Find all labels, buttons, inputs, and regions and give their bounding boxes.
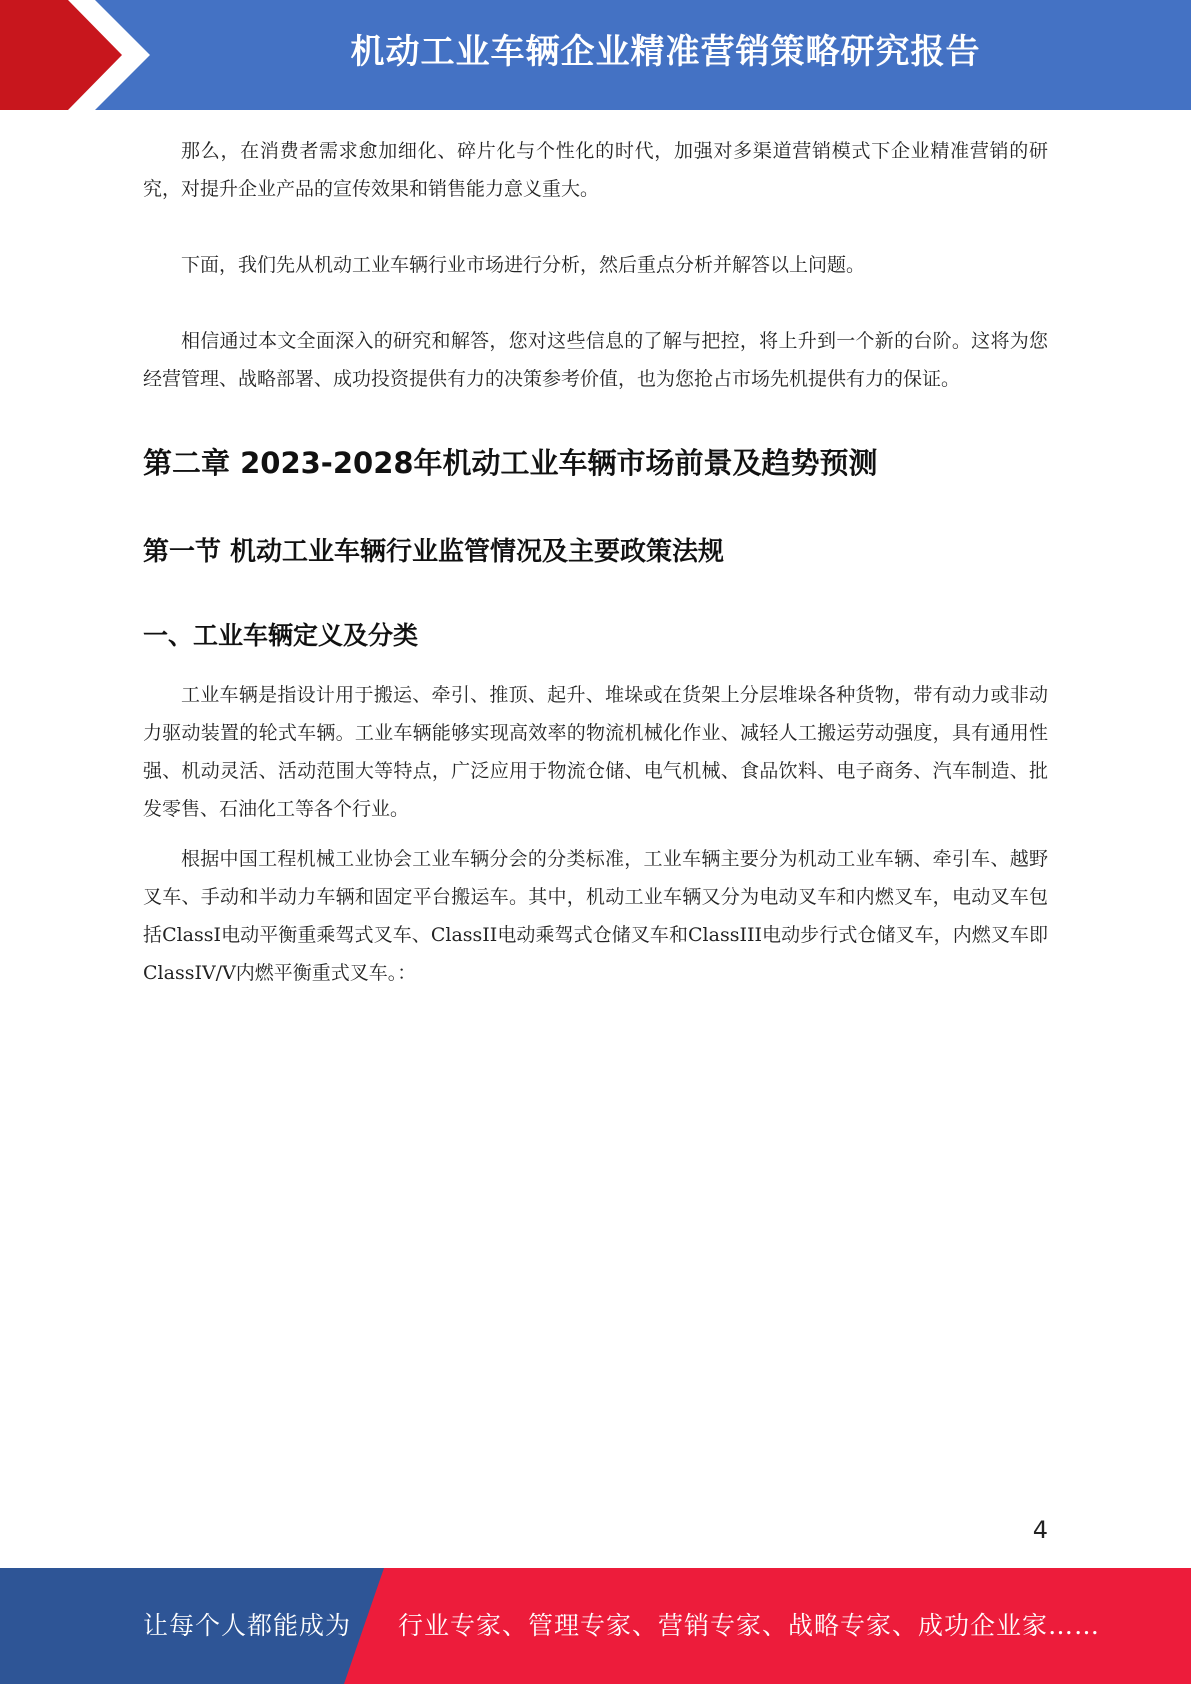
intro-paragraph-1: 那么，在消费者需求愈加细化、碎片化与个性化的时代，加强对多渠道营销模式下企业精准营销的研究，对提升企业产品的宣传效果和销售能力意义重大。 bbox=[143, 140, 1048, 200]
body-paragraph-1: 工业车辆是指设计用于搬运、牵引、推顶、起升、堆垛或在货架上分层堆垛各种货物，带有动力或非动力驱动装置的轮式车辆。工业车辆能够实现高效率的物流机械化作业、减轻人工搬运劳动强度，具有通用性强、机动灵活、活动范围大等特点，广泛应用于物流仓储、电气机械、食品饮料、电子商务、汽车制造、批发零售、石油化工等各个行业。 bbox=[143, 684, 1048, 820]
main-content bbox=[143, 132, 1048, 992]
section-heading: 第一节 机动工业车辆行业监管情况及主要政策法规 bbox=[143, 537, 725, 567]
header-chevron-decoration bbox=[0, 0, 160, 110]
intro-paragraph-2: 下面，我们先从机动工业车辆行业市场进行分析，然后重点分析并解答以上问题。 bbox=[181, 254, 866, 276]
footer-slogan-left: 让每个人都能成为 bbox=[143, 1611, 352, 1640]
footer-slogan-right: 行业专家、管理专家、营销专家、战略专家、成功企业家…… bbox=[398, 1611, 1101, 1640]
footer-banner bbox=[0, 1568, 1191, 1684]
header-banner bbox=[0, 0, 1191, 110]
document-title: 机动工业车辆企业精准营销策略研究报告 bbox=[350, 32, 981, 72]
body-paragraph-2: 根据中国工程机械工业协会工业车辆分会的分类标准，工业车辆主要分为机动工业车辆、牵引车、越野叉车、手动和半动力车辆和固定平台搬运车。其中，机动工业车辆又分为电动叉车和内燃叉车，电动叉车包括ClassI电动平衡重乘驾式叉车、ClassII电动乘驾式仓储叉车和ClassIII电动步行式仓储叉车，内燃叉车即ClassIV/V内燃平衡重式叉车。： bbox=[143, 848, 1048, 984]
chapter-heading: 第二章 2023-2028年机动工业车辆市场前景及趋势预测 bbox=[143, 446, 878, 480]
subsection-heading: 一、工业车辆定义及分类 bbox=[143, 621, 419, 650]
intro-paragraph-3: 相信通过本文全面深入的研究和解答，您对这些信息的了解与把控，将上升到一个新的台阶。这将为您经营管理、战略部署、成功投资提供有力的决策参考价值，也为您抢占市场先机提供有力的保证。 bbox=[143, 330, 1048, 390]
page-number: 4 bbox=[1032, 1516, 1048, 1544]
